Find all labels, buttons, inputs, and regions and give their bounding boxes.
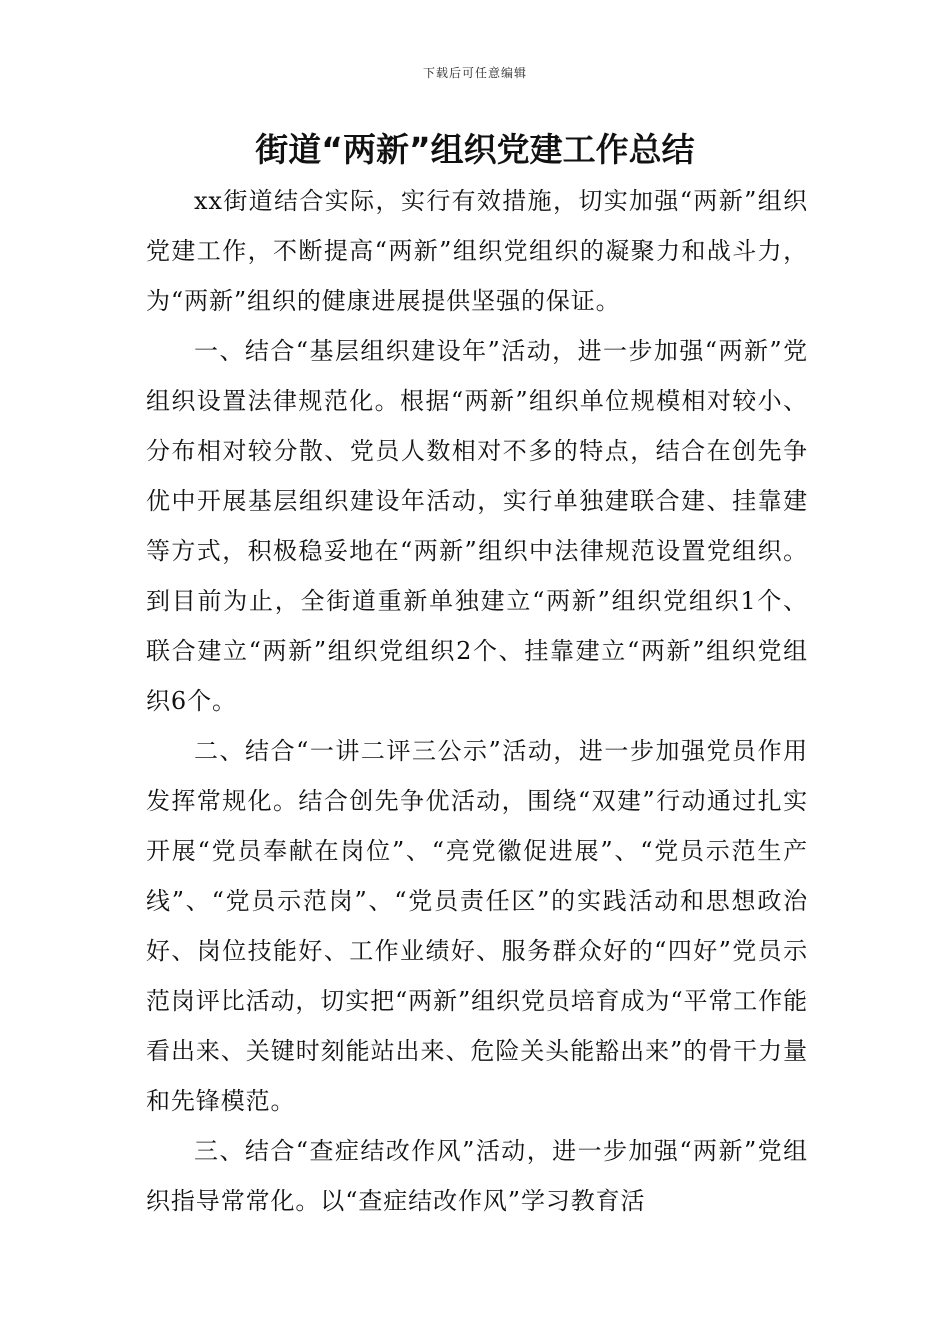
paragraph-section-1: 一、结合“基层组织建设年”活动，进一步加强“两新”党组织设置法律规范化。根据“两新”组织单位规模相对较小、分布相对较分散、党员人数相对不多的特点，结合在创先争优中开展基层组织建设年活动，实行单独建联合建、挂靠建等方式，积极稳妥地在“两新”组织中法律规范设置党组织。到目前为止，全街道重新单独建立“两新”组织党组织1个、联合建立“两新”组织党组织2个、挂靠建立“两新”组织党组织6个。 xyxy=(146,337,808,715)
paragraph-section-3: 三、结合“查症结改作风”活动，进一步加强“两新”党组织指导常常化。以“查症结改作风”学习教育活 xyxy=(146,1137,808,1215)
document-body xyxy=(146,176,808,1226)
paragraph-intro: xx街道结合实际，实行有效措施，切实加强“两新”组织党建工作，不断提高“两新”组织党组织的凝聚力和战斗力，为“两新”组织的健康进展提供坚强的保证。 xyxy=(146,187,808,315)
header-note: 下载后可任意编辑 xyxy=(422,66,527,80)
paragraph-section-2: 二、结合“一讲二评三公示”活动，进一步加强党员作用发挥常规化。结合创先争优活动，围绕“双建”行动通过扎实开展“党员奉献在岗位”、“亮党徽促进展”、“党员示范生产线”、“党员示范岗”、“党员责任区”的实践活动和思想政治好、岗位技能好、工作业绩好、服务群众好的“四好”党员示范岗评比活动，切实把“两新”组织党员培育成为“平常工作能看出来、关键时刻能站出来、危险关头能豁出来”的骨干力量和先锋模范。 xyxy=(146,737,809,1115)
document-title: 街道“两新”组织党建工作总结 xyxy=(255,130,695,169)
